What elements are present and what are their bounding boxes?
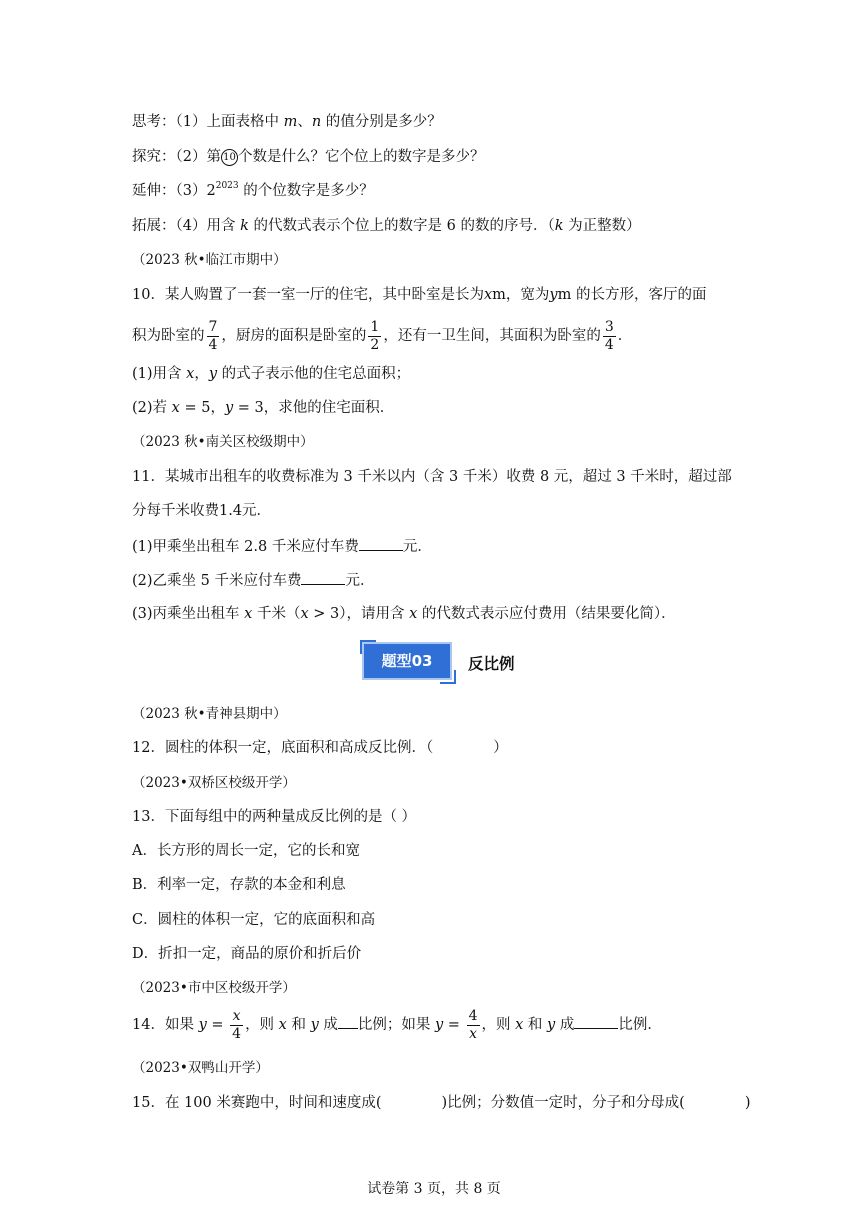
q13-option-a: A．长方形的周长一定，它的长和宽 [132, 843, 360, 859]
q11-part1: (1)甲乘坐出租车 2.8 千米应付车费 元． [132, 536, 432, 557]
source-label: （2023 秋•南关区校级期中） [132, 434, 314, 450]
answer-blank [359, 536, 403, 551]
source-label: （2023•双桥区校级开学） [132, 775, 296, 791]
q15-question: 15．在 100 米赛跑中，时间和速度成( )比例；分数值一定时，分子和分母成( ) [132, 1095, 751, 1111]
explore-question: 探究：（2）第 10 个数是什么？它个位上的数字是多少？ [132, 149, 485, 165]
q12-question: 12．圆柱的体积一定，底面积和高成反比例．（ ） [132, 740, 508, 756]
source-label: （2023 秋•青神县期中） [132, 706, 287, 722]
fraction-7-4: $\frac{7}{4}$ [208, 318, 218, 353]
q13-option-c: C．圆柱的体积一定，它的底面积和高 [132, 912, 376, 928]
source-label: （2023 秋•临江市期中） [132, 252, 287, 268]
expand-question: 拓展：（4）用含 k 的代数式表示个位上的数字是 6 的数的序号．（k 为正整数） [132, 218, 641, 234]
q10-part2: (2)若 x = 5，y = 3，求他的住宅面积． [132, 400, 395, 416]
fraction-3-4: $\frac{3}{4}$ [604, 318, 614, 353]
q11-line1: 11．某城市出租车的收费标准为 3 千米以内（含 3 千米）收费 8 元，超过 3 千米时，超过部 [132, 469, 732, 485]
answer-blank [338, 1014, 358, 1029]
section-banner [360, 640, 456, 684]
section-title: 反比例 [468, 655, 515, 673]
q13-option-b: B．利率一定，存款的本金和利息 [132, 877, 346, 893]
q10-part1: (1)用含 x，y 的式子表示他的住宅总面积； [132, 366, 411, 382]
circled-number: 10 [221, 149, 238, 166]
q10-line2: 积为卧室的 $\frac{7}{4}$ ，厨房的面积是卧室的 $\frac{1}{2}$ ，还有一卫生间，其面积为卧室的 $\frac{3}{4}$ ． [132, 318, 633, 353]
extend-question: 延伸：$(3)2^{2023}$ 的个位数字是多少？ [132, 181, 374, 199]
fraction-x-4: $\frac{x}{4}$ [232, 1007, 242, 1042]
answer-blank [574, 1014, 618, 1029]
banner-label: 题型03 [381, 652, 433, 670]
page-footer: 试卷第 3 页，共 8 页 [367, 1181, 501, 1197]
source-label: （2023•市中区校级开学） [132, 980, 296, 996]
q11-line2: 分每千米收费1.4元． [132, 503, 272, 519]
fraction-1-2: $\frac{1}{2}$ [370, 318, 380, 353]
q11-part3: (3)丙乘坐出租车 x 千米（x > 3），请用含 x 的代数式表示应付费用（结果要化简）． [132, 606, 676, 622]
answer-blank [301, 570, 345, 585]
q11-part2: (2)乙乘坐 5 千米应付车费 元． [132, 570, 374, 591]
source-label: （2023•双鸭山开学） [132, 1060, 269, 1076]
q10-line1: 10．某人购置了一套一室一厅的住宅，其中卧室是长为xm，宽为ym 的长方形，客厅的面 [132, 287, 707, 303]
think-question: 思考：（1）上面表格中 m、n 的值分别是多少？ [132, 114, 442, 130]
q14-question: 14．如果 y = $\frac{x}{4}$ ，则 x 和 y 成 比例；如果 y = $\frac{4}{x}$ ，则 x 和 y 成 比例． [132, 1007, 662, 1042]
fraction-4-x: $\frac{4}{x}$ [468, 1007, 478, 1042]
q13-option-d: D．折扣一定，商品的原价和折后价 [132, 946, 362, 962]
q13-stem: 13．下面每组中的两种量成反比例的是（ ） [132, 809, 417, 825]
